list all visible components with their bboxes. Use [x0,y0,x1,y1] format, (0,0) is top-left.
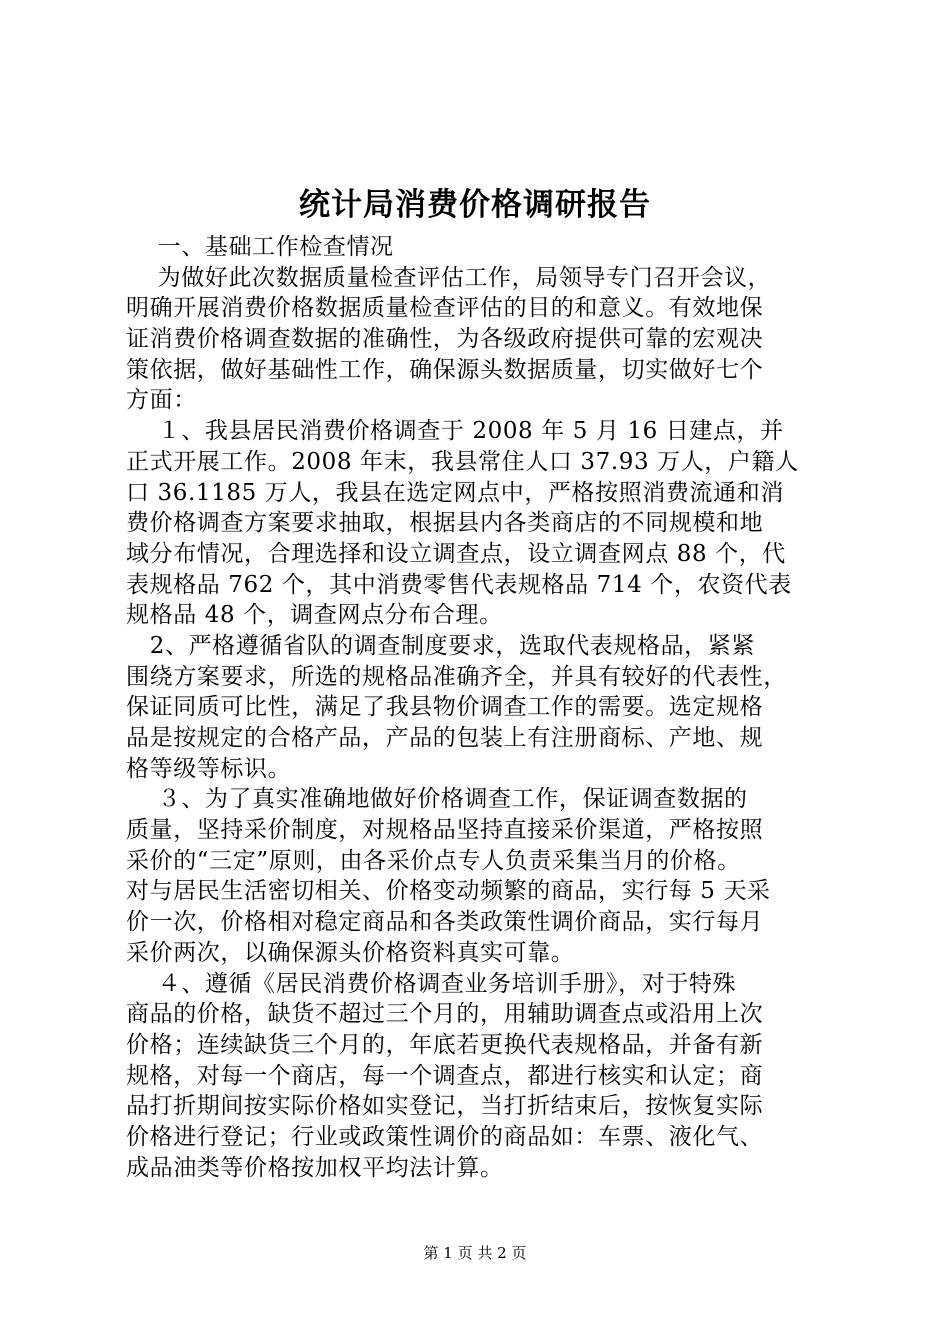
body-line: 口 36.1185 万人，我县在选定网点中，严格按照消费流通和消 [126,479,784,506]
body-line: 围绕方案要求，所选的规格品准确齐全，并具有较好的代表性， [126,663,787,690]
body-line: 采价两次，以确保源头价格资料真实可靠。 [126,939,575,966]
body-line: ４、遵循《居民消费价格调查业务培训手册》，对于特殊 [126,970,737,997]
body-line: 价一次，价格相对稳定商品和各类政策性调价商品，实行每月 [126,909,764,936]
body-line: 保证同质可比性，满足了我县物价调查工作的需要。选定规格 [126,694,764,721]
body-line: 表规格品 762 个，其中消费零售代表规格品 714 个，农资代表 [126,571,792,598]
body-line: 规格，对每一个商店，每一个调查点，都进行核实和认定；商 [126,1062,764,1089]
body-line: 采价的“三定”原则，由各采价点专人负责采集当月的价格。 [126,847,741,874]
body-line: 对与居民生活密切相关、价格变动频繁的商品，实行每 5 天采 [126,878,771,905]
body-line: 为做好此次数据质量检查评估工作，局领导专门召开会议， [126,264,772,291]
body-text [126,232,834,1183]
body-line: 证消费价格调查数据的准确性，为各级政府提供可靠的宏观决 [126,326,764,353]
body-line: 价格；连续缺货三个月的，年底若更换代表规格品，并备有新 [126,1031,764,1058]
body-line: 品是按规定的合格产品，产品的包装上有注册商标、产地、规 [126,725,764,751]
body-line: １、我县居民消费价格调查于 2008 年 5 月 16 日建点，并 [126,418,784,445]
body-line: 品打折期间按实际价格如实登记，当打折结束后，按恢复实际 [126,1093,764,1120]
body-line: 明确开展消费价格数据质量检查评估的目的和意义。有效地保 [126,295,764,322]
body-line: 2、严格遵循省队的调查制度要求，选取代表规格品，紧紧 [126,632,755,659]
body-line: 方面： [126,387,197,414]
body-line: 成品油类等价格按加权平均法计算。 [126,1154,504,1181]
body-line: 价格进行登记；行业或政策性调价的商品如：车票、液化气、 [126,1123,764,1150]
page-title: 统计局消费价格调研报告 [299,187,651,223]
body-line: 商品的价格，缺货不超过三个月的，用辅助调查点或沿用上次 [126,1001,764,1028]
body-line: ３、为了真实准确地做好价格调查工作，保证调查数据的 [126,786,748,813]
body-line: 费价格调查方案要求抽取，根据县内各类商店的不同规模和地 [126,510,764,537]
body-line: 规格品 48 个，调查网点分布合理。 [126,602,503,629]
body-line: 域分布情况，合理选择和设立调查点，设立调查网点 88 个，代 [126,540,786,567]
body-line: 质量，坚持采价制度，对规格品坚持直接采价渠道，严格按照 [126,817,764,844]
body-line: 正式开展工作。2008 年末，我县常住人口 37.93 万人，户籍人 [126,448,799,475]
body-line: 策依据，做好基础性工作，确保源头数据质量，切实做好七个 [126,356,764,383]
body-line: 一、基础工作检查情况 [126,234,394,260]
body-line: 格等级等标识。 [126,755,292,782]
page-number-footer: 第 1 页 共 2 页 [423,1244,527,1262]
